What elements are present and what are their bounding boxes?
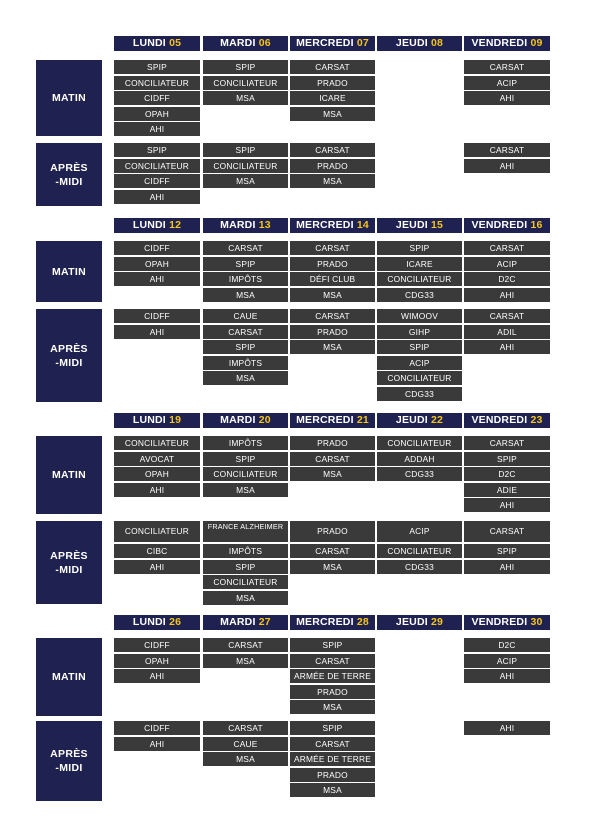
day-number: 08 (430, 37, 444, 49)
day-name: VENDREDI (471, 37, 528, 49)
appointment-cell: CONCILIATEUR (114, 436, 200, 450)
appointment-cell: ADIL (464, 325, 550, 339)
period-label: APRÈS -MIDI (36, 143, 102, 206)
appointment-cell: MSA (203, 591, 288, 605)
appointment-cell: ICARE (290, 91, 375, 105)
day-name: JEUDI (395, 616, 428, 628)
appointment-cell: ADDAH (377, 452, 462, 466)
appointment-cell: AHI (464, 288, 550, 302)
day-number: 07 (356, 37, 369, 49)
appointment-cell: MSA (203, 654, 288, 668)
day-name: LUNDI (132, 414, 166, 426)
appointment-cell: PRADO (290, 521, 375, 542)
day-name: MARDI (220, 219, 256, 231)
appointment-cell: ARMÉE DE TERRE (290, 669, 375, 683)
appointment-cell: MSA (290, 174, 375, 188)
day-number: 15 (430, 219, 444, 231)
day-header (464, 615, 550, 630)
appointment-cell: AHI (464, 721, 550, 735)
period-label: MATIN (36, 638, 102, 716)
appointment-cell: MSA (203, 371, 288, 385)
appointment-cell: PRADO (290, 436, 375, 450)
appointment-cell: MSA (290, 560, 375, 574)
appointment-cell: WIMOOV (377, 309, 462, 323)
day-header (464, 36, 550, 51)
day-name: LUNDI (132, 37, 166, 49)
day-name: MARDI (220, 37, 256, 49)
appointment-cell: CDG33 (377, 467, 462, 481)
appointment-cell: CARSAT (203, 721, 288, 735)
appointment-cell: CIDFF (114, 638, 200, 652)
day-name: JEUDI (395, 414, 428, 426)
appointment-cell: ACIP (464, 76, 550, 90)
appointment-cell: PRADO (290, 76, 375, 90)
day-number: 16 (530, 219, 543, 231)
appointment-cell: DÉFI CLUB (290, 272, 375, 286)
appointment-cell: D2C (464, 467, 550, 481)
appointment-cell: SPIP (290, 638, 375, 652)
appointment-cell: CARSAT (290, 544, 375, 558)
day-name: MERCREDI (296, 219, 354, 231)
appointment-cell: ACIP (377, 521, 462, 542)
appointment-cell: MSA (290, 288, 375, 302)
appointment-cell: CONCILIATEUR (203, 76, 288, 90)
appointment-cell: CARSAT (464, 436, 550, 450)
appointment-cell: CIDFF (114, 174, 200, 188)
appointment-cell: CARSAT (290, 60, 375, 74)
day-number: 09 (530, 37, 543, 49)
appointment-cell: CARSAT (464, 309, 550, 323)
appointment-cell: SPIP (203, 340, 288, 354)
appointment-cell: CDG33 (377, 560, 462, 574)
appointment-cell: AHI (114, 669, 200, 683)
day-header (203, 218, 288, 233)
day-header (114, 615, 200, 630)
appointment-cell: IMPÔTS (203, 436, 288, 450)
appointment-cell: OPAH (114, 467, 200, 481)
day-header (290, 615, 375, 630)
day-header (290, 218, 375, 233)
day-name: MERCREDI (296, 37, 354, 49)
appointment-cell: CONCILIATEUR (377, 436, 462, 450)
appointment-cell: CAUE (203, 309, 288, 323)
day-header (377, 36, 462, 51)
appointment-cell: PRADO (290, 685, 375, 699)
day-header (203, 615, 288, 630)
day-number: 13 (258, 219, 271, 231)
appointment-cell: CARSAT (203, 325, 288, 339)
appointment-cell: CIBC (114, 544, 200, 558)
appointment-cell: AHI (114, 483, 200, 497)
day-header (114, 413, 200, 428)
appointment-cell: CARSAT (290, 309, 375, 323)
day-number: 27 (258, 616, 271, 628)
appointment-cell: ARMÉE DE TERRE (290, 752, 375, 766)
appointment-cell: SPIP (203, 560, 288, 574)
appointment-cell: CAUE (203, 737, 288, 751)
appointment-cell: CARSAT (464, 241, 550, 255)
appointment-cell: MSA (290, 340, 375, 354)
appointment-cell: SPIP (290, 721, 375, 735)
day-number: 12 (169, 219, 182, 231)
period-label: MATIN (36, 436, 102, 514)
day-number: 06 (258, 37, 271, 49)
appointment-cell: MSA (290, 700, 375, 714)
appointment-cell: SPIP (464, 544, 550, 558)
appointment-cell: AHI (464, 498, 550, 512)
day-header (203, 36, 288, 51)
appointment-cell: SPIP (377, 340, 462, 354)
day-header (464, 413, 550, 428)
appointment-cell: CARSAT (203, 638, 288, 652)
appointment-cell: OPAH (114, 257, 200, 271)
appointment-cell: ACIP (464, 257, 550, 271)
appointment-cell: AHI (464, 560, 550, 574)
appointment-cell: AHI (114, 325, 200, 339)
day-name: JEUDI (395, 37, 428, 49)
appointment-cell: AHI (464, 91, 550, 105)
day-header (377, 615, 462, 630)
appointment-cell: AHI (114, 560, 200, 574)
appointment-cell: CARSAT (290, 737, 375, 751)
appointment-cell: GIHP (377, 325, 462, 339)
appointment-cell: SPIP (203, 257, 288, 271)
appointment-cell: AHI (464, 669, 550, 683)
appointment-cell: MSA (203, 91, 288, 105)
appointment-cell: CIDFF (114, 241, 200, 255)
appointment-cell: ADIE (464, 483, 550, 497)
period-label: MATIN (36, 60, 102, 136)
appointment-cell: D2C (464, 272, 550, 286)
appointment-cell: OPAH (114, 654, 200, 668)
day-name: VENDREDI (471, 616, 528, 628)
day-name: MARDI (220, 414, 256, 426)
appointment-cell: CARSAT (464, 143, 550, 157)
appointment-cell: AHI (114, 737, 200, 751)
appointment-cell: CONCILIATEUR (377, 371, 462, 385)
appointment-cell: MSA (290, 107, 375, 121)
appointment-cell: SPIP (114, 143, 200, 157)
appointment-cell: CARSAT (290, 241, 375, 255)
appointment-cell: CARSAT (203, 241, 288, 255)
day-header (114, 36, 200, 51)
appointment-cell: ICARE (377, 257, 462, 271)
appointment-cell: CONCILIATEUR (114, 521, 200, 542)
appointment-cell: FRANCE ALZHEIMER (203, 521, 288, 542)
appointment-cell: AHI (114, 190, 200, 204)
day-name: VENDREDI (471, 414, 528, 426)
appointment-cell: PRADO (290, 325, 375, 339)
appointment-cell: PRADO (290, 257, 375, 271)
appointment-cell: SPIP (203, 60, 288, 74)
appointment-cell: PRADO (290, 159, 375, 173)
appointment-cell: OPAH (114, 107, 200, 121)
appointment-cell: SPIP (114, 60, 200, 74)
day-number: 19 (169, 414, 182, 426)
appointment-cell: CIDFF (114, 309, 200, 323)
appointment-cell: CONCILIATEUR (114, 159, 200, 173)
day-name: LUNDI (132, 616, 166, 628)
appointment-cell: IMPÔTS (203, 544, 288, 558)
appointment-cell: CARSAT (290, 143, 375, 157)
appointment-cell: MSA (290, 783, 375, 797)
day-header (464, 218, 550, 233)
day-number: 20 (258, 414, 271, 426)
day-number: 21 (356, 414, 369, 426)
appointment-cell: CIDFF (114, 91, 200, 105)
appointment-cell: AHI (114, 122, 200, 136)
appointment-cell: D2C (464, 638, 550, 652)
day-name: JEUDI (395, 219, 428, 231)
appointment-cell: MSA (290, 467, 375, 481)
day-name: VENDREDI (471, 219, 528, 231)
appointment-cell: CONCILIATEUR (377, 544, 462, 558)
appointment-cell: MSA (203, 483, 288, 497)
appointment-cell: ACIP (377, 356, 462, 370)
day-number: 14 (356, 219, 369, 231)
appointment-cell: CARSAT (290, 452, 375, 466)
appointment-cell: CDG33 (377, 288, 462, 302)
appointment-cell: CDG33 (377, 387, 462, 401)
appointment-cell: AHI (114, 272, 200, 286)
day-header (290, 413, 375, 428)
day-header (114, 218, 200, 233)
appointment-cell: CARSAT (290, 654, 375, 668)
appointment-cell: SPIP (464, 452, 550, 466)
appointment-cell: SPIP (203, 143, 288, 157)
appointment-cell: CONCILIATEUR (377, 272, 462, 286)
appointment-cell: IMPÔTS (203, 356, 288, 370)
day-number: 28 (356, 616, 369, 628)
appointment-cell: CONCILIATEUR (203, 159, 288, 173)
appointment-cell: CIDFF (114, 721, 200, 735)
day-name: MERCREDI (296, 616, 354, 628)
day-header (377, 413, 462, 428)
period-label: MATIN (36, 241, 102, 302)
appointment-cell: CONCILIATEUR (203, 575, 288, 589)
appointment-cell: AVOCAT (114, 452, 200, 466)
day-number: 22 (430, 414, 444, 426)
appointment-cell: AHI (464, 159, 550, 173)
appointment-cell: CARSAT (464, 60, 550, 74)
period-label: APRÈS -MIDI (36, 721, 102, 801)
appointment-cell: MSA (203, 288, 288, 302)
appointment-cell: MSA (203, 752, 288, 766)
period-label: APRÈS -MIDI (36, 521, 102, 604)
appointment-cell: CONCILIATEUR (203, 467, 288, 481)
appointment-cell: IMPÔTS (203, 272, 288, 286)
appointment-cell: MSA (203, 174, 288, 188)
day-number: 29 (430, 616, 444, 628)
day-number: 23 (530, 414, 543, 426)
day-header (290, 36, 375, 51)
day-number: 05 (169, 37, 182, 49)
appointment-cell: PRADO (290, 768, 375, 782)
day-number: 30 (530, 616, 543, 628)
day-header (377, 218, 462, 233)
appointment-cell: ACIP (464, 654, 550, 668)
day-number: 26 (169, 616, 182, 628)
appointment-cell: CONCILIATEUR (114, 76, 200, 90)
day-name: LUNDI (132, 219, 166, 231)
appointment-cell: SPIP (203, 452, 288, 466)
day-name: MARDI (220, 616, 256, 628)
day-name: MERCREDI (296, 414, 354, 426)
day-header (203, 413, 288, 428)
appointment-cell: AHI (464, 340, 550, 354)
appointment-cell: SPIP (377, 241, 462, 255)
appointment-cell: CARSAT (464, 521, 550, 542)
period-label: APRÈS -MIDI (36, 309, 102, 402)
